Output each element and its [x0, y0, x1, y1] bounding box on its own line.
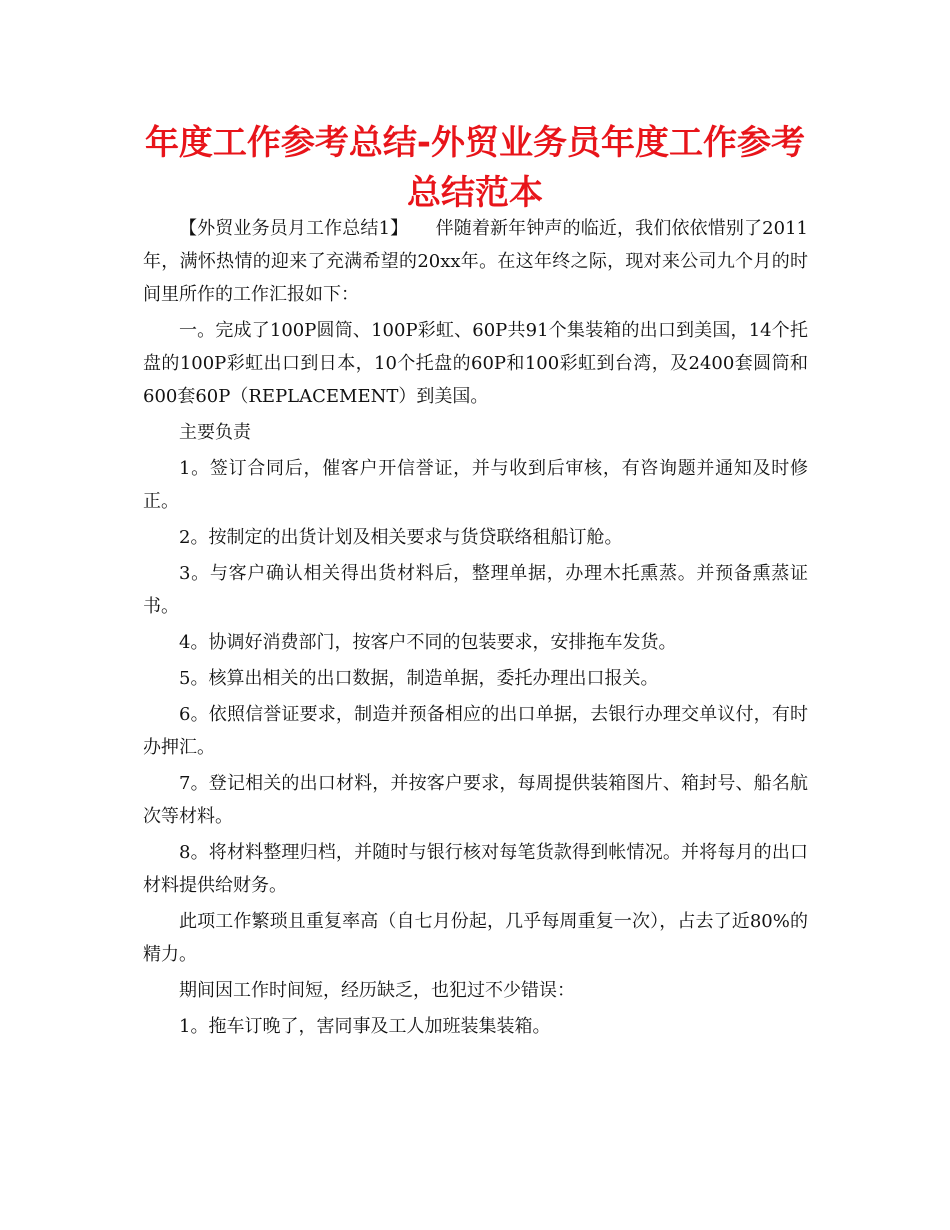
paragraph: 【外贸业务员月工作总结1】 伴随着新年钟声的临近，我们依依惜别了2011年，满怀热情的迎来了充满希望的20xx年。在这年终之际，现对来公司九个月的时间里所作的工作汇报如下：: [143, 218, 808, 305]
paragraph: 1。拖车订晚了，害同事及工人加班装集装箱。: [179, 1016, 551, 1037]
paragraph: 主要负责: [179, 422, 251, 443]
paragraph: 2。按制定的出货计划及相关要求与货贷联络租船订舱。: [179, 527, 623, 548]
paragraph: 7。登记相关的出口材料，并按客户要求，每周提供装箱图片、箱封号、船名航次等材料。: [143, 773, 808, 827]
paragraph: 此项工作繁琐且重复率高（自七月份起，几乎每周重复一次），占去了近80%的精力。: [143, 911, 808, 965]
paragraph: 8。将材料整理归档，并随时与银行核对每笔货款得到帐情况。并将每月的出口材料提供给财务。: [143, 842, 808, 896]
paragraph: 期间因工作时间短，经历缺乏，也犯过不少错误：: [179, 980, 575, 1001]
paragraph: 1。签订合同后，催客户开信誉证，并与收到后审核，有咨询题并通知及时修正。: [143, 458, 808, 512]
paragraph: 6。依照信誉证要求，制造并预备相应的出口单据，去银行办理交单议付，有时办押汇。: [143, 704, 808, 758]
paragraph: 一。完成了100P圆筒、100P彩虹、60P共91个集装箱的出口到美国，14个托盘的100P彩虹出口到日本，10个托盘的60P和100彩虹到台湾，及2400套圆筒和600套60P（REPLACEMENT）到美国。: [143, 320, 808, 407]
paragraph: 3。与客户确认相关得出货材料后，整理单据，办理木托熏蒸。并预备熏蒸证书。: [143, 563, 808, 617]
document-title: 年度工作参考总结-外贸业务员年度工作参考总结范本: [144, 123, 806, 213]
paragraph: 5。核算出相关的出口数据，制造单据，委托办理出口报关。: [179, 668, 659, 689]
paragraph: 4。协调好消费部门，按客户不同的包装要求，安排拖车发货。: [179, 632, 677, 653]
document-body: [143, 212, 808, 1046]
